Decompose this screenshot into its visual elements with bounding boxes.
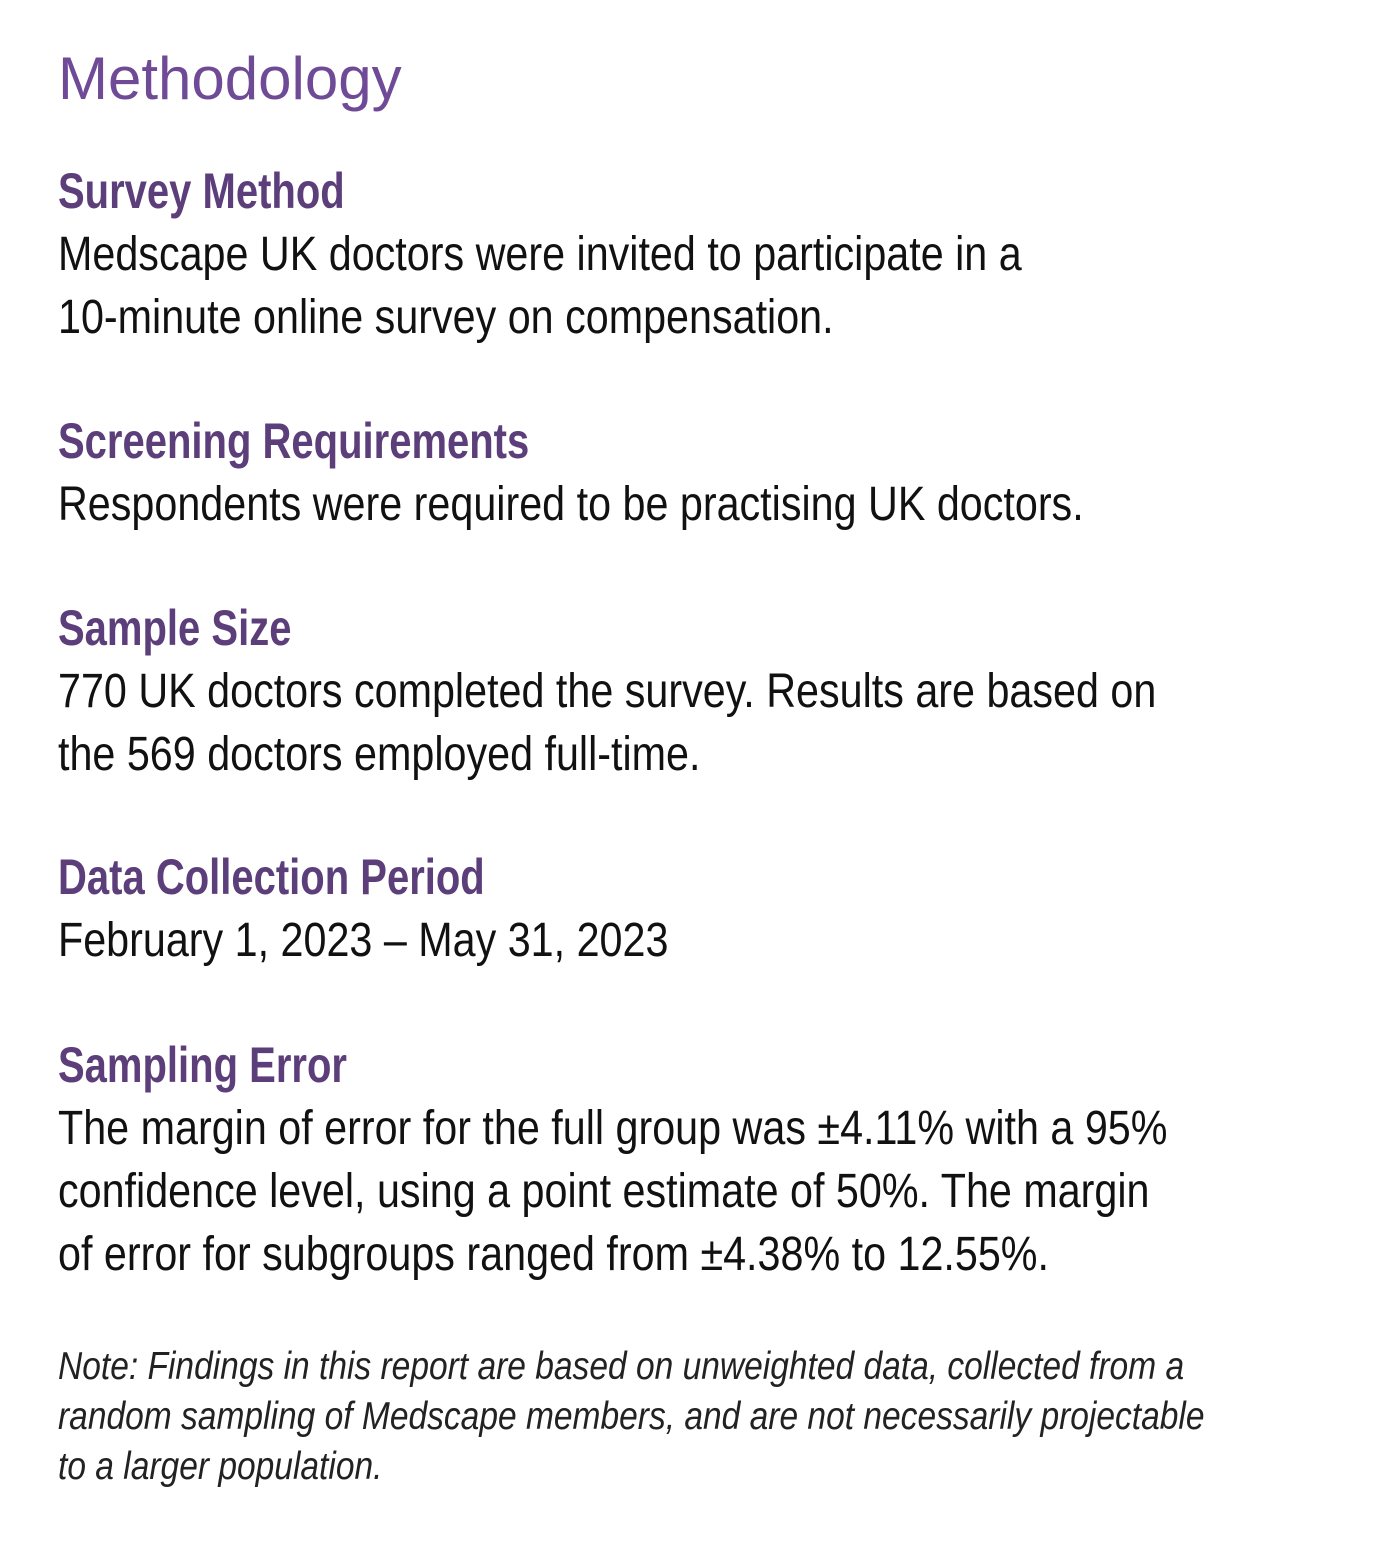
section-heading: Survey Method bbox=[58, 163, 345, 219]
footnote bbox=[58, 1342, 1380, 1492]
note-text: random sampling of Medscape members, and are not necessarily projectable bbox=[58, 1395, 1205, 1438]
note-text: to a larger population. bbox=[58, 1445, 383, 1488]
section-data-collection-period bbox=[58, 846, 768, 972]
section-text: of error for subgroups ranged from ±4.38% to 12.55%. bbox=[58, 1228, 1049, 1281]
section-text: 10-minute online survey on compensation. bbox=[58, 291, 834, 344]
section-text: confidence level, using a point estimate of 50%. The margin bbox=[58, 1165, 1150, 1218]
section-heading: Data Collection Period bbox=[58, 849, 485, 905]
section-text: Medscape UK doctors were invited to participate in a bbox=[58, 228, 1022, 281]
page-title: Methodology bbox=[58, 45, 402, 112]
section-screening-requirements bbox=[58, 410, 1251, 536]
section-text: 770 UK doctors completed the survey. Results are based on bbox=[58, 665, 1157, 718]
section-sampling-error bbox=[58, 1034, 1348, 1286]
section-survey-method bbox=[58, 160, 1179, 349]
section-heading: Sample Size bbox=[58, 600, 292, 656]
section-text: the 569 doctors employed full-time. bbox=[58, 728, 701, 781]
section-text: Respondents were required to be practising UK doctors. bbox=[58, 478, 1084, 531]
section-text: The margin of error for the full group was ±4.11% with a 95% bbox=[58, 1102, 1168, 1155]
note-text: Note: Findings in this report are based on unweighted data, collected from a bbox=[58, 1345, 1185, 1388]
section-heading: Screening Requirements bbox=[58, 413, 530, 469]
section-heading: Sampling Error bbox=[58, 1037, 347, 1093]
section-sample-size bbox=[58, 597, 1335, 786]
section-text: February 1, 2023 – May 31, 2023 bbox=[58, 914, 669, 967]
